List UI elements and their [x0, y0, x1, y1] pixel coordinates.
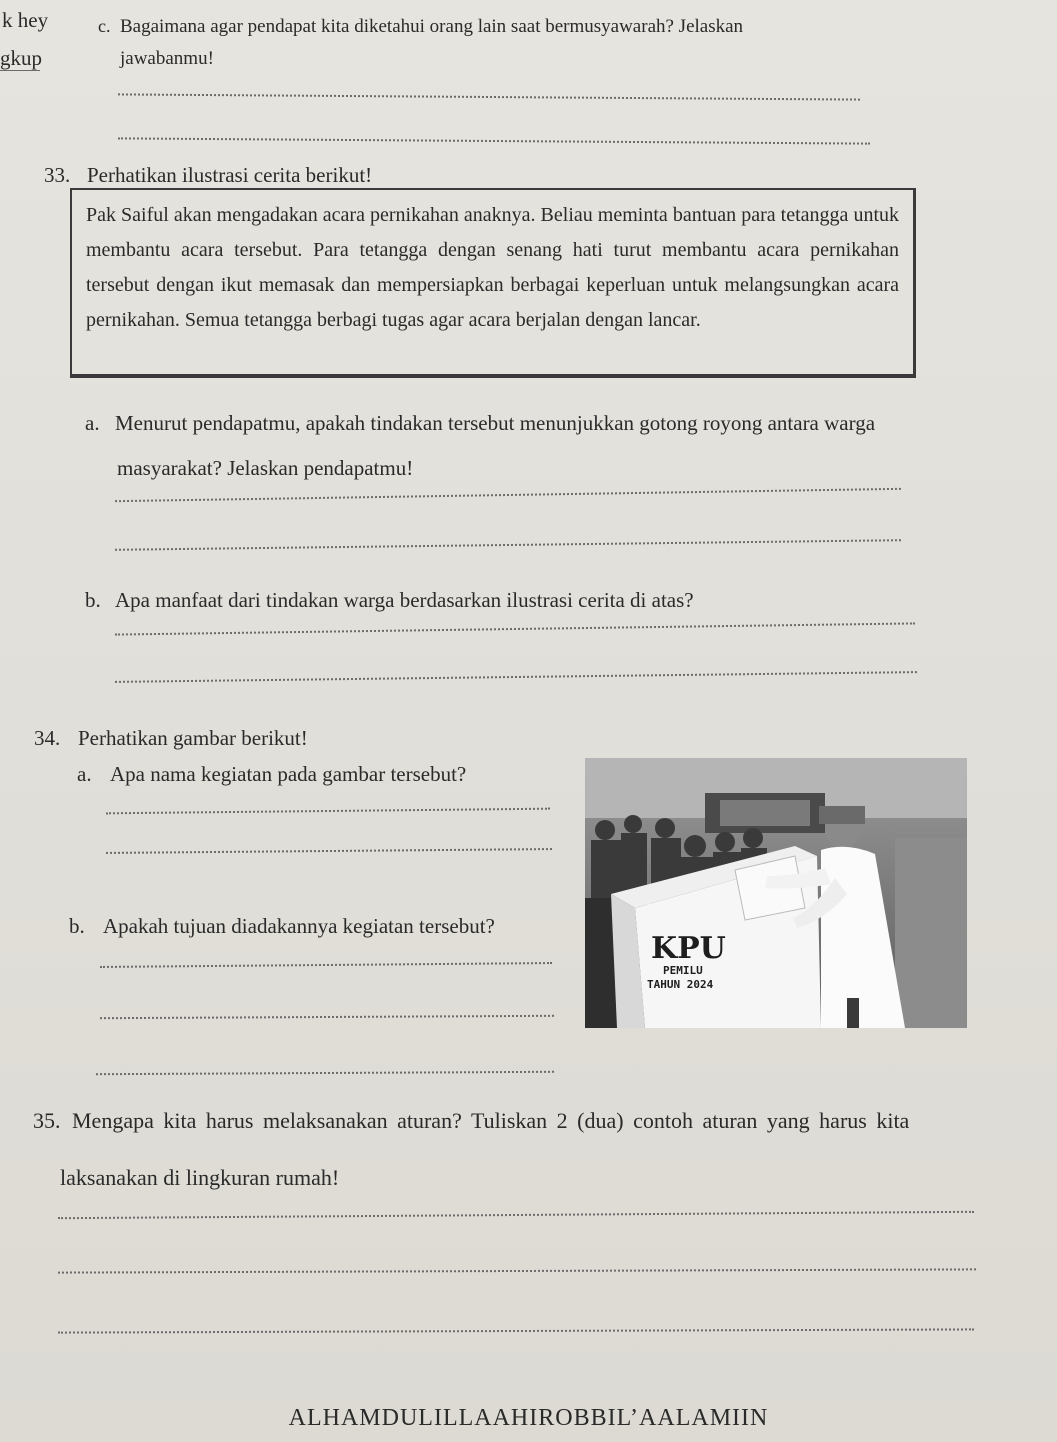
q33-prompt: Perhatikan ilustrasi cerita berikut! [87, 163, 373, 187]
closing-footer: ALHAMDULILLAAHIROBBIL’AALAMIIN [288, 1405, 769, 1431]
q33-b-marker: b. [85, 588, 101, 612]
q33-a-text-2: masyarakat? Jelaskan pendapatmu! [117, 456, 414, 480]
q35-text-2: laksanakan di lingkuran rumah! [60, 1165, 340, 1190]
q-prev-c-text: Bagaimana agar pendapat kita diketahui orang lain saat bermusyawarah? Jelaskan [120, 16, 744, 37]
answer-line[interactable] [115, 488, 901, 502]
q33-a-marker: a. [85, 411, 100, 435]
answer-line[interactable] [106, 848, 552, 854]
ballot-box-line2: TAHUN 2024 [647, 978, 714, 991]
q-prev-c-marker: c. [98, 16, 111, 36]
answer-line[interactable] [115, 539, 901, 551]
margin-rule [0, 70, 40, 71]
margin-fragment-second: gkup [0, 46, 42, 70]
q34-number: 34. [34, 726, 61, 750]
answer-line[interactable] [115, 622, 915, 635]
election-photo-drawing [585, 758, 967, 1028]
q34-b-marker: b. [69, 914, 85, 938]
answer-line[interactable] [106, 808, 550, 815]
q35-number: 35. [33, 1108, 61, 1133]
answer-line[interactable] [100, 962, 552, 968]
q33-b-text: Apa manfaat dari tindakan warga berdasarkan ilustrasi cerita di atas? [115, 588, 694, 612]
answer-line[interactable] [58, 1211, 974, 1219]
election-photo [585, 758, 967, 1028]
ballot-box-line1: PEMILU [663, 964, 703, 977]
q33-a-text: Menurut pendapatmu, apakah tindakan tersebut menunjukkan gotong royong antara warga [115, 411, 876, 435]
q35-text: Mengapa kita harus melaksanakan aturan? Tuliskan 2 (dua) contoh aturan yang harus kita [72, 1108, 910, 1133]
answer-line[interactable] [58, 1328, 974, 1333]
q34-b-text: Apakah tujuan diadakannya kegiatan tersebut? [103, 914, 495, 938]
answer-line[interactable] [58, 1268, 976, 1273]
story-box: Pak Saiful akan mengadakan acara pernikahan anaknya. Beliau meminta bantuan para tetangga untuk membantu acara tersebut. Para tetangga dengan senang hati turut membantu acara pernikahan tersebut dengan ikut memasak dan mempersiapkan berbagai keperluan untuk melangsungkan acara pernikahan. Semua tetangga berbagi tugas agar acara berjalan dengan lancar. [70, 188, 916, 378]
q34-a-text: Apa nama kegiatan pada gambar tersebut? [110, 762, 467, 786]
q33-number: 33. [44, 163, 71, 187]
answer-line[interactable] [100, 1015, 554, 1019]
answer-line[interactable] [118, 137, 870, 144]
q34-prompt: Perhatikan gambar berikut! [78, 726, 308, 750]
q-prev-c-text-2: jawabanmu! [120, 48, 214, 69]
q34-a-marker: a. [77, 762, 92, 786]
answer-line[interactable] [115, 671, 917, 683]
margin-fragment-top: k hey [2, 8, 49, 32]
answer-line[interactable] [96, 1071, 554, 1075]
answer-line[interactable] [118, 93, 860, 100]
ballot-box-brand: KPU [651, 931, 726, 966]
